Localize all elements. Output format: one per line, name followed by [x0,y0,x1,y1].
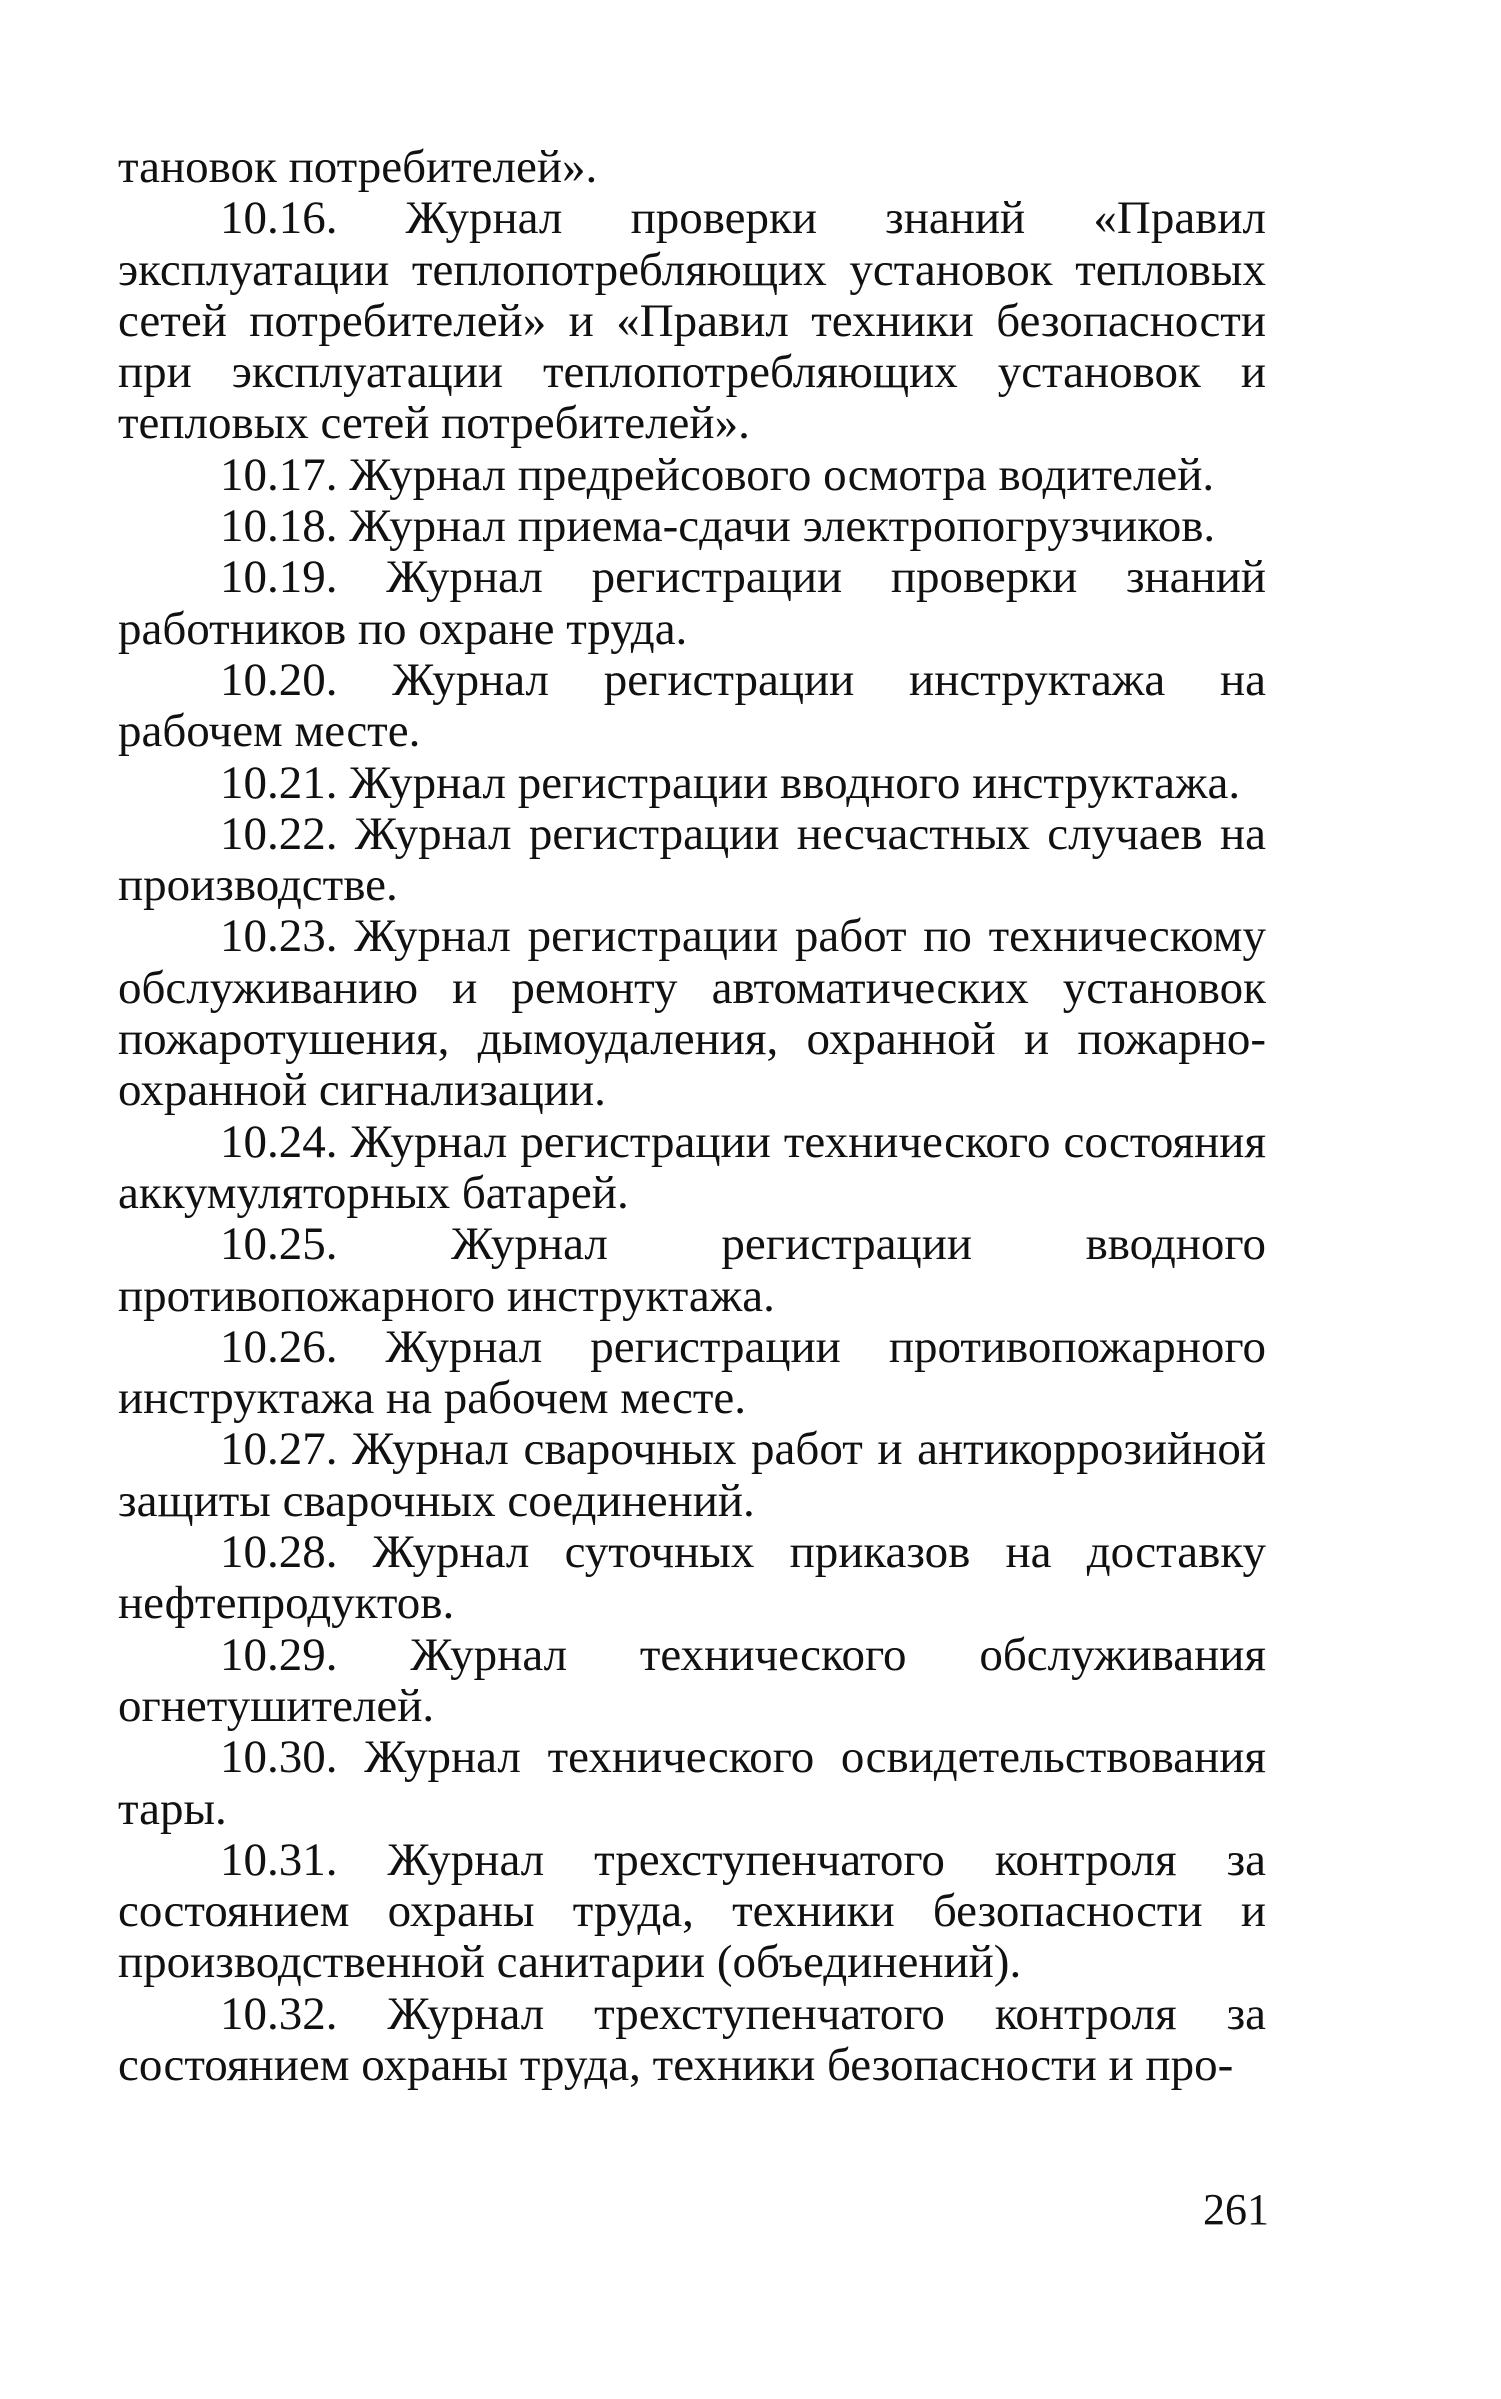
paragraph-10-22: 10.22. Журнал регистрации несчастных случаев на производстве. [118,807,1266,912]
paragraph-10-31: 10.31. Журнал трехступенчатого контроля за состоянием охраны труда, техники безопасности и производственной санитарии (объединений). [118,1833,1266,1989]
paragraph-10-16: 10.16. Журнал проверки знаний «Правил эксплуатации теплопотребляющих установок тепловых сетей потребителей» и «Правил техники безопасности при эксплуатации теплопотребляющих установок и тепловых сетей потребителей». [118,192,1266,450]
body-text [118,142,1266,2091]
paragraph-10-24: 10.24. Журнал регистрации технического состояния аккумуляторных батарей. [118,1115,1266,1219]
paragraph-10-30: 10.30. Журнал технического освидетельствования тары. [118,1731,1266,1835]
paragraph-10-32: 10.32. Журнал трехступенчатого контроля за состоянием охраны труда, техники безопасности и про- [118,1987,1266,2091]
paragraph-10-21: 10.21. Журнал регистрации вводного инструктажа. [220,756,1241,809]
paragraph-10-20: 10.20. Журнал регистрации инструктажа на рабочем месте. [118,653,1266,758]
paragraph-continuation: тановок потребителей». [118,141,598,193]
paragraph-10-29: 10.29. Журнал технического обслуживания огнетушителей. [118,1628,1266,1732]
paragraph-10-27: 10.27. Журнал сварочных работ и антикоррозийной защиты сварочных соединений. [118,1423,1266,1527]
paragraph-10-23: 10.23. Журнал регистрации работ по техническому обслуживанию и ремонту автоматических установок пожаротушения, дымоудаления, охранной и пожарно-охранной сигнализации. [118,910,1266,1117]
page-number: 261 [1203,2185,1269,2234]
paragraph-10-17: 10.17. Журнал предрейсового осмотра водителей. [220,448,1215,501]
paragraph-10-25: 10.25. Журнал регистрации вводного противопожарного инструктажа. [118,1218,1266,1322]
paragraph-10-26: 10.26. Журнал регистрации противопожарного инструктажа на рабочем месте. [118,1320,1266,1425]
paragraph-10-28: 10.28. Журнал суточных приказов на доставку нефтепродуктов. [118,1526,1266,1630]
paragraph-10-19: 10.19. Журнал регистрации проверки знаний работников по охране труда. [118,551,1266,655]
paragraph-10-18: 10.18. Журнал приема-сдачи электропогрузчиков. [220,500,1216,553]
